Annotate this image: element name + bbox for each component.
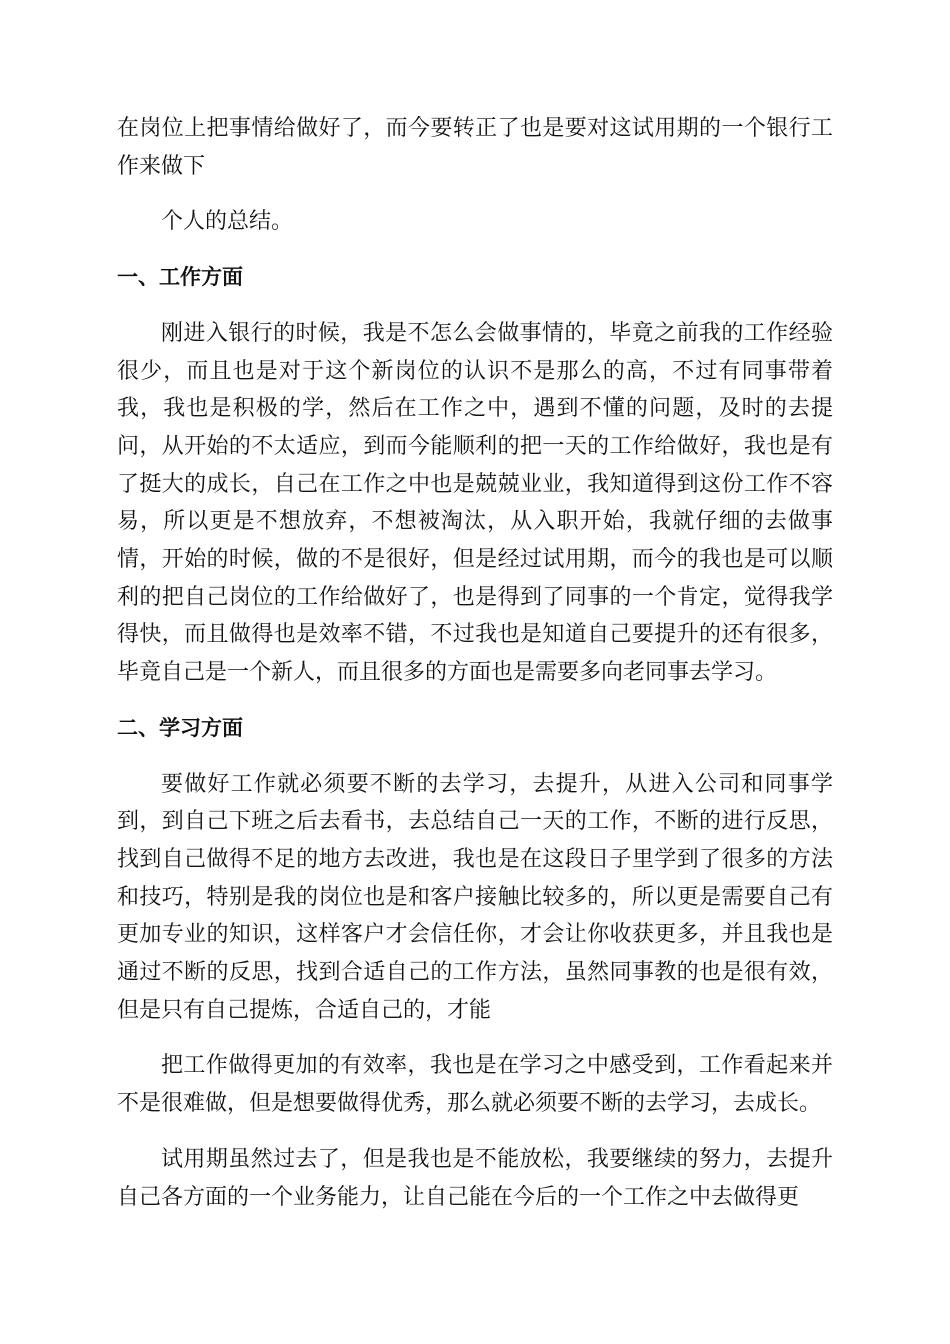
paragraph-study: 要做好工作就必须要不断的去学习，去提升，从进入公司和同事学到，到自己下班之后去看书，去总结自己一天的工作，不断的进行反思，找到自己做得不足的地方去改进，我也是在这段日子里学到了很多的方法和技巧，特别是我的岗位也是和客户接触比较多的，所以更是需要自己有更加专业的知识，这样客户才会信任你，才会让你收获更多，并且我也是通过不断的反思，找到合适自己的工作方法，虽然同事教的也是很有效，但是只有自己提炼，合适自己的，才能 xyxy=(117,771,833,1023)
section-heading-work: 一、工作方面 xyxy=(117,265,243,290)
paragraph-summary: 个人的总结。 xyxy=(161,209,294,235)
paragraph-intro: 在岗位上把事情给做好了，而今要转正了也是要对这试用期的一个银行工作来做下 xyxy=(117,116,833,179)
paragraph-efficiency: 把工作做得更加的有效率，我也是在学习之中感受到，工作看起来并不是很难做，但是想要做得优秀，那么就必须要不断的去学习，去成长。 xyxy=(117,1053,833,1117)
paragraph-conclusion: 试用期虽然过去了，但是我也是不能放松，我要继续的努力，去提升自己各方面的一个业务能力，让自己能在今后的一个工作之中去做得更 xyxy=(117,1146,833,1210)
document-body xyxy=(117,110,833,1216)
paragraph-work: 刚进入银行的时候，我是不怎么会做事情的，毕竟之前我的工作经验很少，而且也是对于这个新岗位的认识不是那么的高，不过有同事带着我，我也是积极的学，然后在工作之中，遇到不懂的问题，及时的去提问，从开始的不太适应，到而今能顺利的把一天的工作给做好，我也是有了挺大的成长，自己在工作之中也是兢兢业业，我知道得到这份工作不容易，所以更是不想放弃，不想被淘汰，从入职开始，我就仔细的去做事情，开始的时候，做的不是很好，但是经过试用期，而今的我也是可以顺利的把自己岗位的工作给做好了，也是得到了同事的一个肯定，觉得我学得快，而且做得也是效率不错，不过我也是知道自己要提升的还有很多，毕竟自己是一个新人，而且很多的方面也是需要多向老同事去学习。 xyxy=(117,320,833,686)
section-heading-study: 二、学习方面 xyxy=(117,715,243,740)
